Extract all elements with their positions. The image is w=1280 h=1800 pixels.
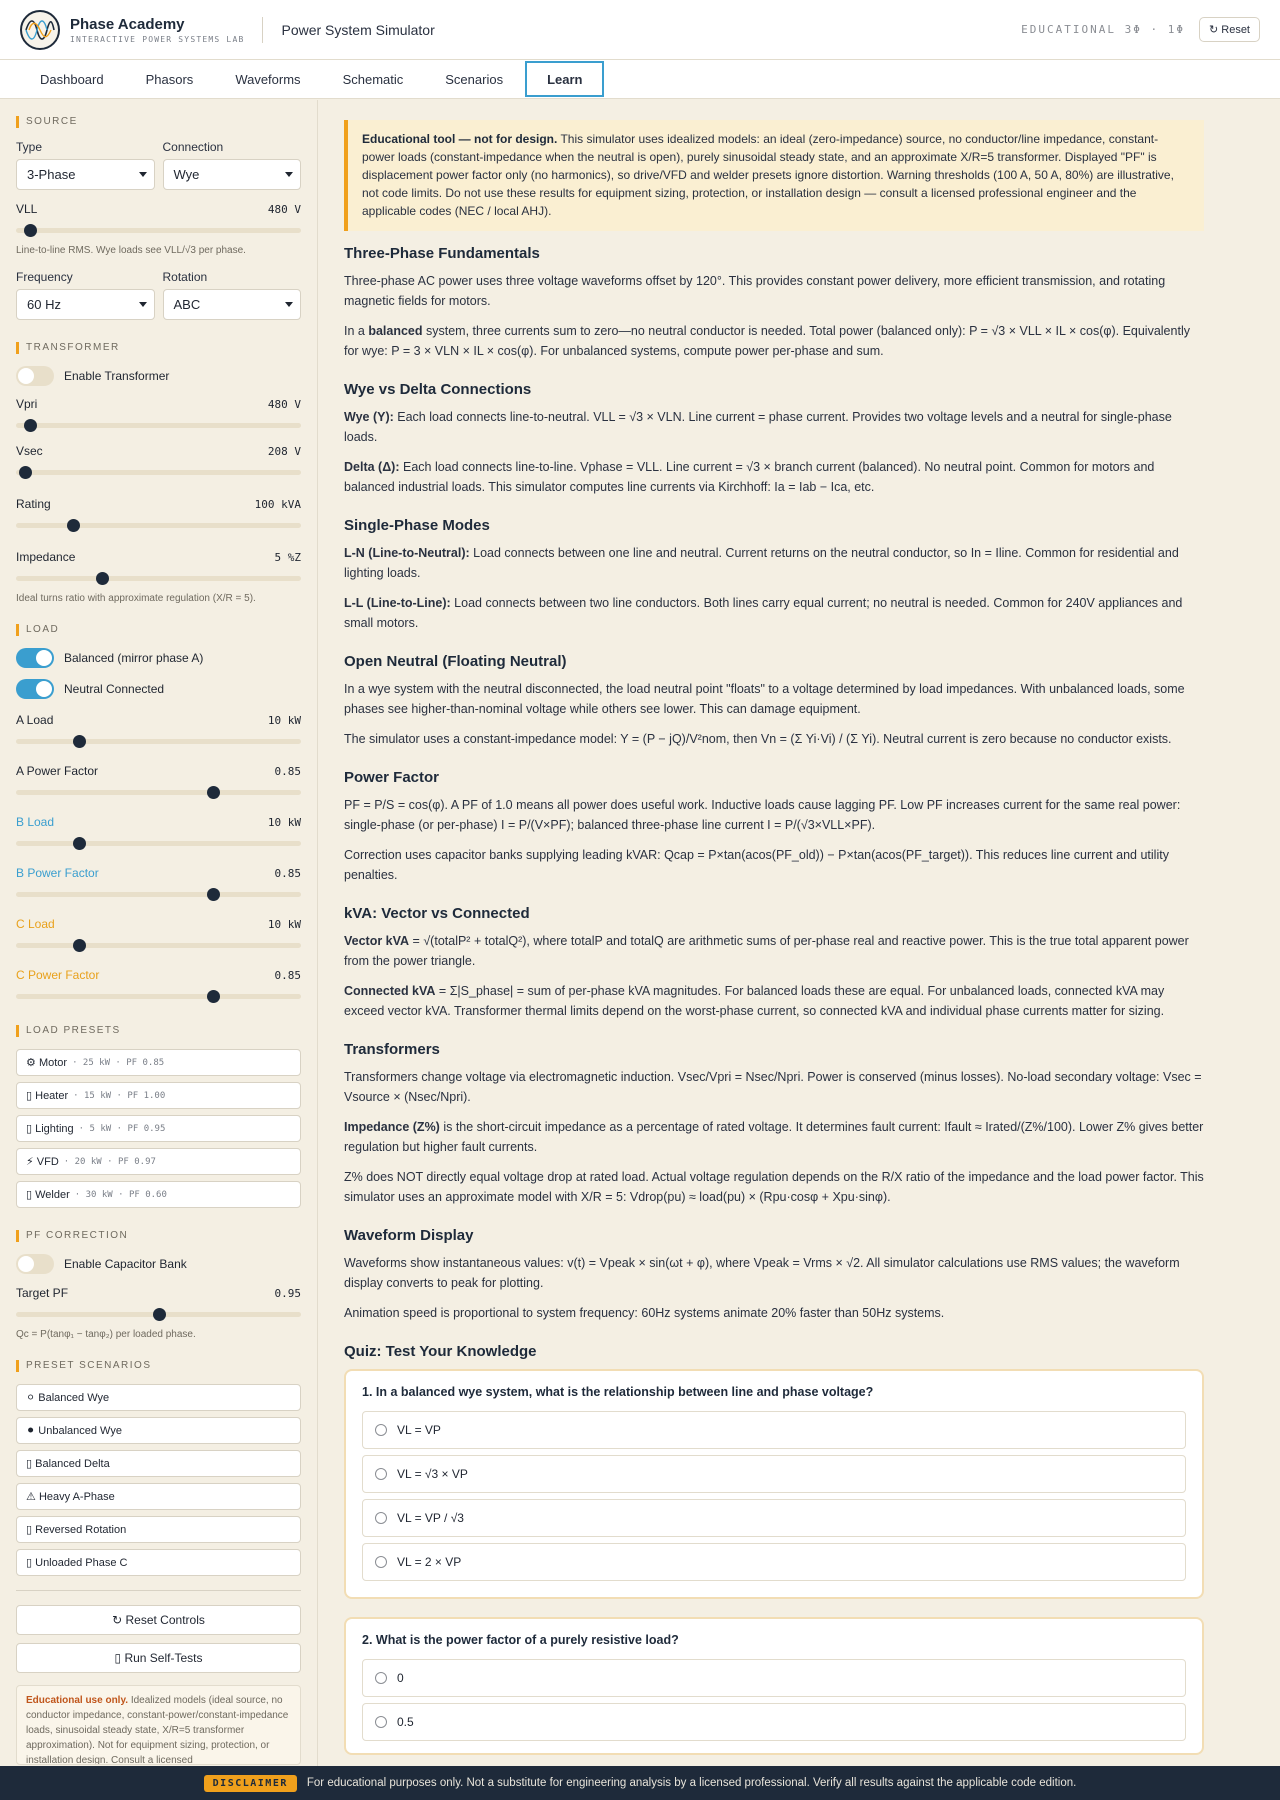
- preset-meta: · 30 kW · PF 0.60: [74, 1189, 167, 1200]
- frequency-select-value: 60 Hz: [27, 297, 61, 312]
- paragraph: [344, 593, 1204, 633]
- rating-label: Rating: [16, 497, 51, 511]
- preset-heater-button[interactable]: [16, 1082, 301, 1109]
- quiz-heading: Quiz: Test Your Knowledge: [344, 1343, 537, 1360]
- preset-meta: · 5 kW · PF 0.95: [78, 1123, 166, 1134]
- scenario-reversed-rotation-button[interactable]: [16, 1516, 301, 1543]
- b-load-value: 10 kW: [267, 815, 301, 829]
- run-self-tests-button[interactable]: ▯ Run Self-Tests: [16, 1643, 301, 1673]
- b-pf-slider[interactable]: [16, 887, 301, 901]
- vpri-label: Vpri: [16, 397, 38, 411]
- c-load-label: C Load: [16, 917, 55, 931]
- scenario-unloaded-phase-c-button[interactable]: [16, 1549, 301, 1576]
- filled-circle-icon: ⚫: [26, 1425, 36, 1437]
- text: is the short-circuit impedance as a percentage of rated voltage. It determines fault current: Ifault ≈ Irated/(Z%/100). Lower Z% gives better regulation but higher fault currents.: [344, 1120, 1204, 1154]
- question-text: 2. What is the power factor of a purely resistive load?: [362, 1633, 679, 1647]
- rotate-icon: ▯: [26, 1524, 33, 1536]
- target-pf-label: Target PF: [16, 1286, 69, 1300]
- c-load-value: 10 kW: [267, 917, 301, 931]
- circle-icon: ⚪: [26, 1392, 36, 1404]
- scenario-label: Unbalanced Wye: [38, 1424, 122, 1437]
- app-header: [0, 0, 1280, 60]
- tab-dashboard[interactable]: Dashboard: [40, 71, 104, 87]
- option-label: VL = 2 × VP: [397, 1555, 462, 1569]
- lightning-icon: ⚡: [26, 1156, 34, 1168]
- a-load-label: A Load: [16, 713, 54, 727]
- warning-icon: ⚠: [26, 1491, 36, 1503]
- option-label: 0: [397, 1671, 404, 1685]
- preset-name: Motor: [38, 1056, 68, 1069]
- scenario-heavy-a-phase-button[interactable]: [16, 1483, 301, 1510]
- capacitor-bank-label: Enable Capacitor Bank: [64, 1257, 187, 1271]
- text-strong: Connected kVA: [344, 984, 436, 998]
- educational-notice-strong: Educational use only.: [26, 1695, 129, 1706]
- balanced-toggle-label: Balanced (mirror phase A): [64, 651, 204, 665]
- text-strong: L-N (Line-to-Neutral):: [344, 546, 470, 560]
- vll-hint: Line-to-line RMS. Wye loads see VLL/√3 per phase.: [16, 245, 246, 256]
- triangle-icon: ▯: [26, 1458, 33, 1470]
- section-heading: Power Factor: [344, 769, 440, 786]
- rotation-select-value: ABC: [173, 297, 201, 312]
- logo: [20, 10, 60, 50]
- connection-select[interactable]: [163, 159, 302, 190]
- radio-button[interactable]: [375, 1424, 387, 1436]
- section-title-pf-correction: PF CORRECTION: [16, 1230, 301, 1242]
- section-title-load-presets: LOAD PRESETS: [16, 1025, 301, 1037]
- scenario-label: Unloaded Phase C: [35, 1556, 128, 1569]
- quiz-option[interactable]: [362, 1543, 1186, 1581]
- slider-thumb[interactable]: [24, 419, 37, 432]
- vll-value: 480 V: [267, 202, 301, 216]
- section-title-scenarios: PRESET SCENARIOS: [16, 1360, 301, 1372]
- brand-subtitle: INTERACTIVE POWER SYSTEMS LAB: [70, 34, 245, 44]
- section-heading: Single-Phase Modes: [344, 517, 490, 534]
- radio-button[interactable]: [375, 1716, 387, 1728]
- vsec-label: Vsec: [16, 444, 43, 458]
- option-label: VL = √3 × VP: [397, 1467, 468, 1481]
- c-pf-slider[interactable]: [16, 989, 301, 1003]
- scenario-balanced-delta-button[interactable]: [16, 1450, 301, 1477]
- quiz-option[interactable]: [362, 1455, 1186, 1493]
- unplug-icon: ▯: [26, 1557, 33, 1569]
- reset-controls-button[interactable]: ↻ Reset Controls: [16, 1605, 301, 1635]
- text-strong: balanced: [368, 324, 423, 338]
- text: = Σ|S_phase| = sum of per-phase kVA magnitudes. For balanced loads these are equal. For unbalanced loads, connected kVA may exceed vector kVA. Transformer thermal limits depend on the worst-phase current, so connected kVA and individual phase currents matter for sizing.: [344, 984, 1165, 1018]
- chevron-down-icon: [285, 172, 293, 177]
- slider-thumb[interactable]: [73, 735, 86, 748]
- paragraph: Three-phase AC power uses three voltage waveforms offset by 120°. This provides constant power delivery, more efficient transmission, and rotating magnetic fields for motors.: [344, 274, 1166, 308]
- target-pf-slider[interactable]: [16, 1307, 301, 1321]
- disclaimer-footer: [0, 1766, 1280, 1800]
- chevron-down-icon: [285, 302, 293, 307]
- chevron-down-icon: [139, 172, 147, 177]
- option-label: VL = VP / √3: [397, 1511, 464, 1525]
- b-load-label: B Load: [16, 815, 55, 829]
- preset-name: VFD: [36, 1155, 59, 1168]
- paragraph: PF = P/S = cos(φ). A PF of 1.0 means all power does useful work. Inductive loads cause lagging PF. Low PF increases current for the same real power: single-phase (or per-phase) I = P/(V×PF); balanced three-phase line current I = P/(√3×VLL×PF).: [344, 798, 1181, 832]
- transformer-toggle-label: Enable Transformer: [64, 369, 170, 383]
- educational-notice-text: Idealized models (ideal source, no conductor impedance, constant-power/constant-impedance loads, sinusoidal steady state, X/R=5 transformer approximation). Not for equipment sizing, protection, or installation design. Consult a licensed: [26, 1695, 289, 1765]
- connection-select-value: Wye: [173, 167, 200, 182]
- section-kva: [344, 905, 1204, 1021]
- pf-correction-hint: Qc = P(tanφ₁ − tanφ₂) per loaded phase.: [16, 1329, 196, 1340]
- paragraph: Waveforms show instantaneous values: v(t) = Vpeak × sin(ωt + φ), where Vpeak = Vrms × √2. All simulator calculations use RMS values; the waveform display converts to peak for plotting.: [344, 1256, 1180, 1290]
- text: = √(totalP² + totalQ²), where totalP and totalQ are arithmetic sums of per-phase real and reactive power. This is the true total apparent power from the power triangle.: [344, 934, 1189, 968]
- notice-strong: Educational tool — not for design.: [362, 132, 558, 146]
- disclaimer-text: For educational purposes only. Not a substitute for engineering analysis by a licensed professional. Verify all results against the applicable code edition.: [306, 1777, 1077, 1789]
- vpri-slider[interactable]: [16, 418, 301, 432]
- vsec-slider[interactable]: [16, 465, 301, 479]
- a-pf-slider[interactable]: [16, 785, 301, 799]
- text: Each load connects line-to-neutral. VLL = √3 × VLN. Line current = phase current. Provides two voltage levels and a neutral for single-phase loads.: [344, 410, 1172, 444]
- quiz-option[interactable]: [362, 1411, 1186, 1449]
- connection-label: Connection: [162, 140, 224, 154]
- paragraph: [344, 1117, 1204, 1157]
- frequency-label: Frequency: [16, 270, 73, 284]
- neutral-toggle[interactable]: [16, 679, 54, 699]
- text-strong: Vector kVA: [344, 934, 410, 948]
- paragraph: Animation speed is proportional to system frequency: 60Hz systems animate 20% faster than 50Hz systems.: [344, 1306, 945, 1320]
- header-divider: [262, 17, 263, 43]
- type-select-value: 3-Phase: [27, 167, 76, 182]
- tab-scenarios[interactable]: Scenarios: [445, 71, 504, 87]
- a-pf-value: 0.85: [274, 764, 301, 778]
- section-waveform-display: [344, 1227, 1204, 1323]
- section-open-neutral: [344, 653, 1204, 749]
- sidebar-divider: [16, 1590, 301, 1591]
- c-pf-value: 0.85: [274, 968, 301, 982]
- text: Each load connects line-to-line. Vphase = VLL. Line current = √3 × branch current (balanced). No neutral point. Common for motors and balanced industrial loads. This simulator computes line currents via Kirchhoff: Ia = Iab − Ica, etc.: [344, 460, 1155, 494]
- paragraph: In a wye system with the neutral disconnected, the load neutral point "floats" to a voltage determined by load impedances. With unbalanced loads, some phases see higher-than-nominal voltage while others see lower. This can damage equipment.: [344, 682, 1185, 716]
- frequency-select[interactable]: [16, 289, 155, 320]
- vll-slider[interactable]: [16, 223, 301, 237]
- design-warning-banner: [344, 120, 1204, 231]
- tab-phasors[interactable]: Phasors: [145, 71, 194, 87]
- section-title-source: SOURCE: [16, 116, 301, 128]
- learn-content: [344, 120, 1204, 1766]
- slider-thumb[interactable]: [24, 224, 37, 237]
- section-heading: Waveform Display: [344, 1227, 474, 1244]
- vsec-value: 208 V: [267, 444, 301, 458]
- section-power-factor: [344, 769, 1204, 885]
- c-pf-label: C Power Factor: [16, 968, 100, 982]
- quiz-option[interactable]: [362, 1703, 1186, 1741]
- header-reset-button[interactable]: ↻ Reset: [1199, 17, 1260, 42]
- preset-welder-button[interactable]: [16, 1181, 301, 1208]
- text-strong: Delta (Δ):: [344, 460, 400, 474]
- scenario-unbalanced-wye-button[interactable]: [16, 1417, 301, 1444]
- control-sidebar: [0, 100, 318, 1766]
- slider-thumb[interactable]: [73, 939, 86, 952]
- b-pf-value: 0.85: [274, 866, 301, 880]
- quiz-option[interactable]: [362, 1659, 1186, 1697]
- disclaimer-badge: DISCLAIMER: [204, 1775, 297, 1792]
- section-three-phase: [344, 245, 1204, 361]
- app-title: Power System Simulator: [281, 21, 435, 38]
- radio-button[interactable]: [375, 1556, 387, 1568]
- transformer-toggle[interactable]: [16, 366, 54, 386]
- notice-text: This simulator uses idealized models: an ideal (zero-impedance) source, no conductor/line impedance, constant-power loads (constant-impedance when the neutral is open), purely sinusoidal steady state, and an approximate X/R=5 transformer. Displayed "PF" is displacement power factor only (no harmonics), so drive/VFD and welder presets ignore distortion. Warning thresholds (100 A, 50 A, 80%) are illustrative, not code limits. Do not use these results for equipment sizing, protection, or installation design — consult a licensed professional engineer and the applicable codes (NEC / local AHJ).: [362, 132, 1174, 218]
- tab-bar: [0, 60, 1280, 99]
- slider-thumb[interactable]: [96, 572, 109, 585]
- section-title-transformer: TRANSFORMER: [16, 342, 301, 354]
- heater-icon: ▯: [26, 1090, 33, 1102]
- paragraph: [344, 981, 1204, 1021]
- slider-thumb[interactable]: [153, 1308, 166, 1321]
- section-heading: Transformers: [344, 1041, 440, 1058]
- tab-waveforms[interactable]: Waveforms: [235, 71, 301, 87]
- c-load-slider[interactable]: [16, 938, 301, 952]
- preset-meta: · 20 kW · PF 0.97: [63, 1156, 156, 1167]
- paragraph: Z% does NOT directly equal voltage drop at rated load. Actual voltage regulation depends on the R/X ratio of the impedance and the load power factor. This simulator uses an approximate model with X/R = 5: Vdrop(pu) ≈ load(pu) × (Rpu·cosφ + Xpu·sinφ).: [344, 1170, 1204, 1204]
- slider-thumb[interactable]: [19, 466, 32, 479]
- preset-name: Heater: [35, 1089, 69, 1102]
- slider-thumb[interactable]: [73, 837, 86, 850]
- section-heading: Open Neutral (Floating Neutral): [344, 653, 567, 670]
- paragraph: Correction uses capacitor banks supplying leading kVAR: Qcap = P×tan(acos(PF_old)) − P×tan(acos(PF_target)). This reduces line current and utility penalties.: [344, 848, 1169, 882]
- section-heading: Wye vs Delta Connections: [344, 381, 532, 398]
- rotation-select[interactable]: [163, 289, 302, 320]
- scenario-label: Balanced Wye: [38, 1391, 110, 1404]
- slider-thumb[interactable]: [207, 990, 220, 1003]
- lightbulb-icon: ▯: [26, 1123, 33, 1135]
- text: In a: [344, 324, 369, 338]
- scenario-balanced-wye-button[interactable]: [16, 1384, 301, 1411]
- quiz-option[interactable]: [362, 1499, 1186, 1537]
- section-wye-delta: [344, 381, 1204, 497]
- preset-name: Welder: [35, 1188, 70, 1201]
- b-pf-label: B Power Factor: [16, 866, 99, 880]
- paragraph: Transformers change voltage via electromagnetic induction. Vsec/Vpri = Nsec/Npri. Power is conserved (minus losses). No-load secondary voltage: Vsec = Vsource × (Nsec/Npri).: [344, 1070, 1202, 1104]
- text: Load connects between two line conductors. Both lines carry equal current; no neutral is needed. Common for 240V appliances and small motors.: [344, 596, 1183, 630]
- rating-slider[interactable]: [16, 518, 301, 532]
- question-text: 1. In a balanced wye system, what is the relationship between line and phase voltage?: [362, 1385, 874, 1399]
- section-title-load: LOAD: [16, 624, 301, 636]
- slider-thumb[interactable]: [207, 786, 220, 799]
- chevron-down-icon: [139, 302, 147, 307]
- educational-tag: EDUCATIONAL 3Φ · 1Φ: [1021, 23, 1185, 36]
- option-label: VL = VP: [397, 1423, 441, 1437]
- tab-schematic[interactable]: Schematic: [342, 71, 404, 87]
- preset-motor-button[interactable]: [16, 1049, 301, 1076]
- paragraph: [344, 321, 1204, 361]
- balanced-toggle[interactable]: [16, 648, 54, 668]
- preset-lighting-button[interactable]: [16, 1115, 301, 1142]
- quiz-question-2: [344, 1617, 1204, 1755]
- scenario-label: Heavy A-Phase: [38, 1490, 115, 1503]
- text: Load connects between one line and neutral. Current returns on the neutral conductor, so In = Iline. Common for residential and lighting loads.: [344, 546, 1179, 580]
- paragraph: The simulator uses a constant-impedance model: Y = (P − jQ)/V²nom, then Vn = (Σ Yi·Vi) / (Σ Yi). Neutral current is zero because no conductor exists.: [344, 732, 1172, 746]
- brand-name: Phase Academy: [70, 15, 185, 33]
- rotation-label: Rotation: [162, 270, 208, 284]
- a-load-value: 10 kW: [267, 713, 301, 727]
- impedance-label: Impedance: [16, 550, 76, 564]
- text-strong: Wye (Y):: [344, 410, 394, 424]
- rating-value: 100 kVA: [254, 497, 301, 511]
- type-select[interactable]: [16, 159, 155, 190]
- capacitor-bank-toggle[interactable]: [16, 1254, 54, 1274]
- a-pf-label: A Power Factor: [16, 764, 99, 778]
- impedance-slider[interactable]: [16, 571, 301, 585]
- slider-thumb[interactable]: [207, 888, 220, 901]
- type-label: Type: [16, 140, 43, 154]
- paragraph: [344, 931, 1204, 971]
- tab-learn[interactable]: Learn: [525, 61, 604, 97]
- option-label: 0.5: [397, 1715, 414, 1729]
- gear-icon: ⚙: [26, 1057, 36, 1069]
- scenario-label: Balanced Delta: [35, 1457, 110, 1470]
- radio-button[interactable]: [375, 1468, 387, 1480]
- section-transformers: [344, 1041, 1204, 1207]
- neutral-toggle-label: Neutral Connected: [64, 682, 165, 696]
- vpri-value: 480 V: [267, 397, 301, 411]
- sine-wave-icon: [23, 13, 57, 47]
- welder-icon: ▯: [26, 1189, 33, 1201]
- section-heading: kVA: Vector vs Connected: [344, 905, 530, 922]
- target-pf-value: 0.95: [274, 1286, 301, 1300]
- paragraph: [344, 457, 1204, 497]
- preset-vfd-button[interactable]: [16, 1148, 301, 1175]
- section-single-phase: [344, 517, 1204, 633]
- slider-thumb[interactable]: [67, 519, 80, 532]
- transformer-hint: Ideal turns ratio with approximate regulation (X/R = 5).: [16, 593, 256, 604]
- paragraph: [344, 407, 1204, 447]
- a-load-slider[interactable]: [16, 734, 301, 748]
- paragraph: [344, 543, 1204, 583]
- vll-label: VLL: [16, 202, 38, 216]
- text: system, three currents sum to zero—no neutral conductor is needed. Total power (balanced only): P = √3 × VLL × IL × cos(φ). Equivalently for wye: P = 3 × VLN × IL × cos(φ). For unbalanced systems, compute power per-phase and sum.: [344, 324, 1190, 358]
- radio-button[interactable]: [375, 1512, 387, 1524]
- quiz-question-1: [344, 1369, 1204, 1599]
- preset-meta: · 15 kW · PF 1.00: [73, 1090, 166, 1101]
- scenario-label: Reversed Rotation: [35, 1523, 127, 1536]
- text-strong: L-L (Line-to-Line):: [344, 596, 451, 610]
- b-load-slider[interactable]: [16, 836, 301, 850]
- preset-name: Lighting: [35, 1122, 74, 1135]
- text-strong: Impedance (Z%): [344, 1120, 440, 1134]
- section-heading: Three-Phase Fundamentals: [344, 245, 540, 262]
- radio-button[interactable]: [375, 1672, 387, 1684]
- impedance-value: 5 %Z: [274, 550, 301, 564]
- preset-meta: · 25 kW · PF 0.85: [72, 1057, 165, 1068]
- educational-notice: [16, 1685, 301, 1765]
